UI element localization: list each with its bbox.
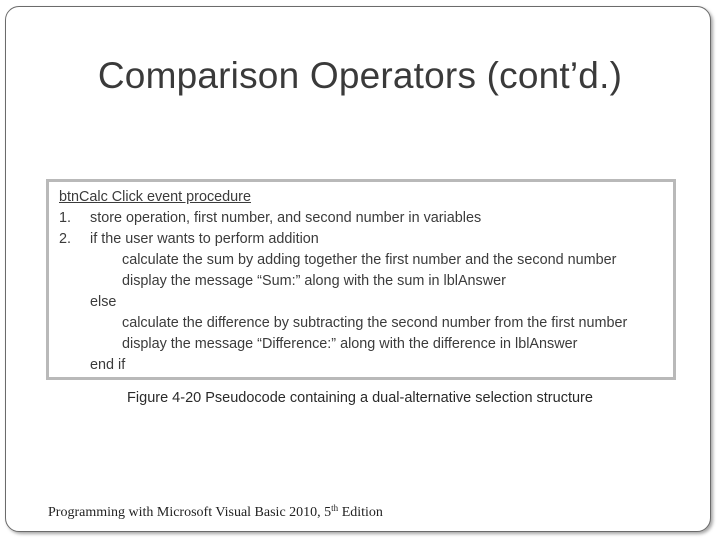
line-text: store operation, first number, and second number in variables	[90, 210, 482, 226]
pseudocode-lines	[59, 208, 673, 376]
line-text: display the message “Difference:” along with the difference in lblAnswer	[122, 336, 578, 352]
footer-superscript: th	[331, 503, 339, 513]
line-text: if the user wants to perform addition	[90, 231, 319, 247]
line-text: end if	[90, 357, 126, 373]
pseudocode-line	[59, 355, 673, 376]
slide-title: Comparison Operators (cont’d.)	[97, 55, 623, 96]
pseudocode-figure	[46, 179, 676, 380]
pseudocode-line	[59, 208, 673, 229]
figure-caption: Figure 4-20 Pseudocode containing a dual-alternative selection structure	[127, 390, 593, 406]
pseudocode-line	[59, 271, 673, 292]
line-text: else	[90, 294, 117, 310]
pseudocode-line	[59, 313, 673, 334]
figure-heading-text: btnCalc Click event procedure	[59, 189, 251, 205]
slide-footer	[48, 503, 383, 521]
line-number: 1.	[59, 210, 72, 226]
pseudocode-line	[59, 250, 673, 271]
footer-edition: Edition	[338, 505, 383, 520]
pseudocode-line	[59, 292, 673, 313]
line-text: display the message “Sum:” along with the sum in lblAnswer	[122, 273, 506, 289]
line-number: 2.	[59, 231, 72, 247]
line-text: calculate the difference by subtracting the second number from the first number	[122, 315, 628, 331]
figure-heading	[59, 187, 673, 208]
footer-text: Programming with Microsoft Visual Basic 2010, 5	[48, 505, 332, 520]
pseudocode-line	[59, 229, 673, 250]
line-text: calculate the sum by adding together the first number and the second number	[122, 252, 617, 268]
pseudocode-line	[59, 334, 673, 355]
